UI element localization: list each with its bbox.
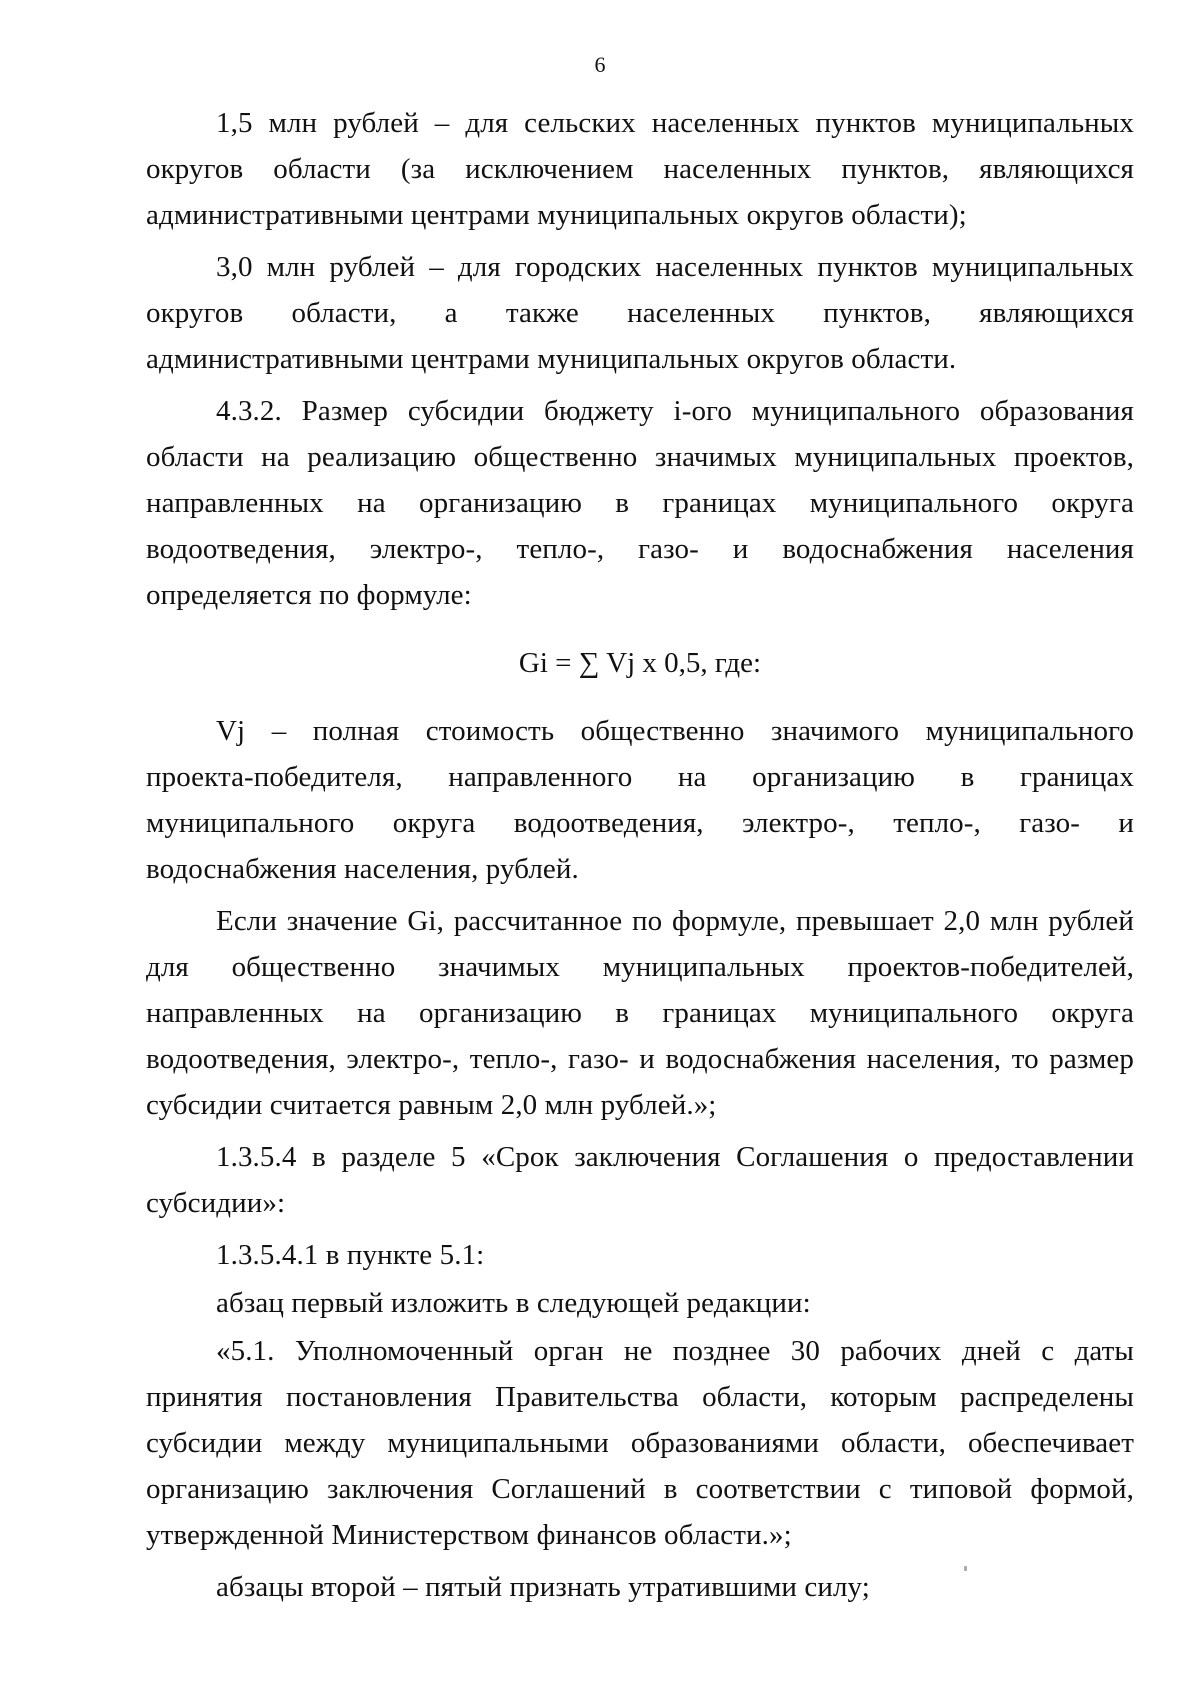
paragraph-first-abzac: абзац первый изложить в следующей редакции:: [216, 1287, 811, 1319]
paragraph-5-1: «5.1. Уполномоченный орган не позднее 30 рабочих дней с даты принятия постановления Правительства области, которым распределены субсидии между муниципальными образованиями области, обеспечивает организацию заключения Соглашений в соответствии с типовой формой, утвержденной Министерством финансов области.»;: [146, 1335, 1134, 1551]
paragraph-1-3-5-4: 1.3.5.4 в разделе 5 «Срок заключения Соглашения о предоставлении субсидии»:: [146, 1141, 1134, 1219]
paragraph-rural-subsidy: 1,5 млн рублей – для сельских населенных пунктов муниципальных округов области (за исключением населенных пунктов, являющихся административными центрами муниципальных округов области);: [146, 107, 1134, 231]
paragraph-4-3-2: 4.3.2. Размер субсидии бюджету i-ого муниципального образования области на реализацию общественно значимых муниципальных проектов, направленных на организацию в границах муниципального округа водоотведения, электро-, тепло-, газо- и водоснабжения населения определяется по формуле:: [146, 395, 1134, 611]
scan-speck: [964, 1566, 967, 1571]
document-body: [146, 100, 1134, 1616]
paragraph-abzacy-void: абзацы второй – пятый признать утратившими силу;: [216, 1571, 870, 1603]
page-number: 6: [594, 52, 606, 77]
paragraph-1-3-5-4-1: 1.3.5.4.1 в пункте 5.1:: [216, 1239, 485, 1271]
paragraph-gi-limit: Если значение Gi, рассчитанное по формуле, превышает 2,0 млн рублей для общественно значимых муниципальных проектов-победителей, направленных на организацию в границах муниципального округа водоотведения, электро-, тепло-, газо- и водоснабжения населения, то размер субсидии считается равным 2,0 млн рублей.»;: [146, 905, 1134, 1121]
subsidy-formula: Gi = ∑ Vj x 0,5, где:: [518, 647, 762, 679]
paragraph-urban-subsidy: 3,0 млн рублей – для городских населенных пунктов муниципальных округов области, а также населенных пунктов, являющихся административными центрами муниципальных округов области.: [146, 251, 1134, 375]
paragraph-vj-definition: Vj – полная стоимость общественно значимого муниципального проекта-победителя, направленного на организацию в границах муниципального округа водоотведения, электро-, тепло-, газо- и водоснабжения населения, рублей.: [146, 715, 1134, 885]
